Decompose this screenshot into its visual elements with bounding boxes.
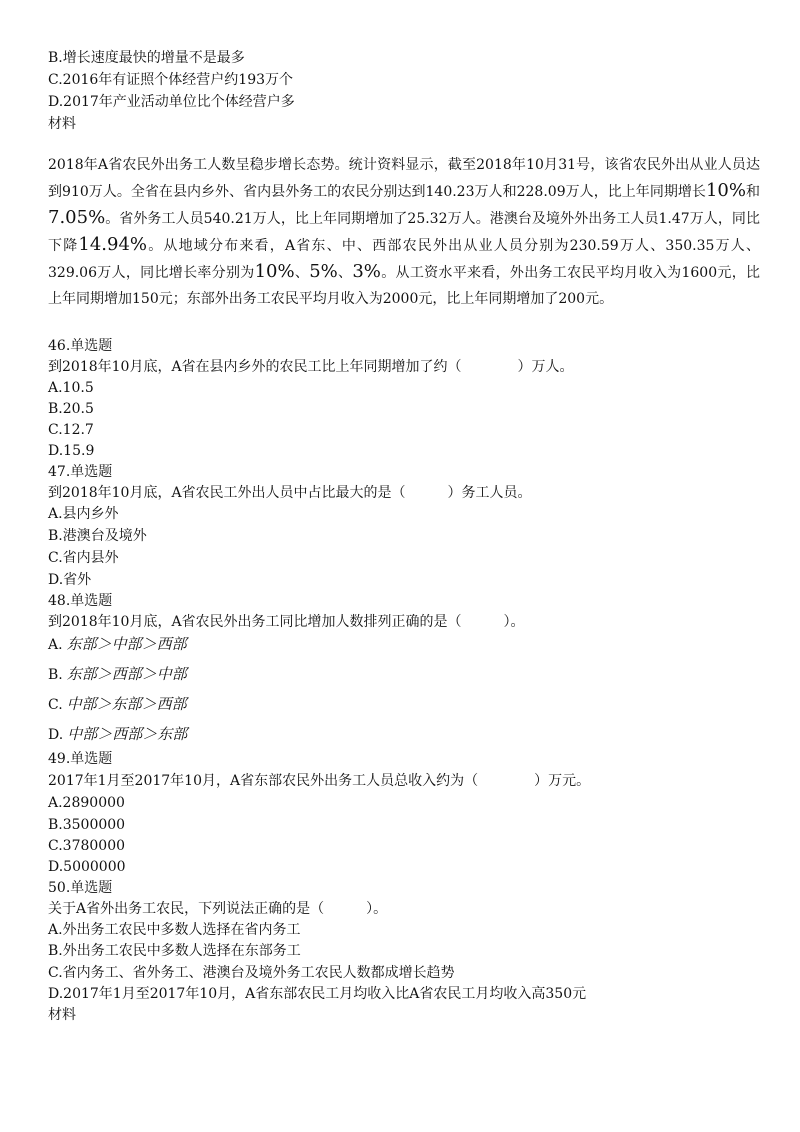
question-stem: 到2018年10月底，A省农民外出务工同比增加人数排列正确的是（ ）。 xyxy=(48,614,525,630)
material-text: 。从工资水平来看，外出务工农民平均月收入为1600元，比上年同期增加150元；东部外出务工农民平均月收入为2000元，比上年同期增加了200元。 xyxy=(48,265,760,307)
question-stem: 2017年1月至2017年10月，A省东部农民外出务工人员总收入约为（ ）万元。 xyxy=(48,773,591,789)
option-letter: C. xyxy=(48,697,63,713)
option-image-text: 中部＞东部＞西部 xyxy=(66,695,187,713)
material-text: 、 xyxy=(294,265,310,281)
option-letter: D. xyxy=(48,727,64,743)
material-label: 材料 xyxy=(48,1007,76,1023)
percent-image: 7.05% xyxy=(48,207,106,228)
answer-option[interactable]: D.2017年1月至2017年10月，A省东部农民工月均收入比A省农民工月均收入高350元 xyxy=(48,986,587,1002)
answer-option[interactable]: B.港澳台及境外 xyxy=(48,528,147,544)
option-line: C.2016年有证照个体经营户约193万个 xyxy=(48,72,294,88)
material-text: 。从地域分布来看，A省东、中、西部农民外出从业人员分别为230.59万人、350.35万人、329.06万人，同比增长率分别为 xyxy=(48,238,760,281)
material-text: 和 xyxy=(745,184,760,200)
answer-option[interactable] xyxy=(48,634,187,655)
option-image-text: 中部＞西部＞东部 xyxy=(67,725,188,743)
answer-option[interactable]: A.10.5 xyxy=(48,380,94,396)
question-header: 46.单选题 xyxy=(48,338,113,354)
answer-option[interactable]: C.省内务工、省外务工、港澳台及境外务工农民人数都成增长趋势 xyxy=(48,965,455,981)
answer-option[interactable] xyxy=(48,694,187,715)
option-line: D.2017年产业活动单位比个体经营户多 xyxy=(48,94,295,110)
answer-option[interactable]: A.2890000 xyxy=(48,795,125,811)
answer-option[interactable]: C.12.7 xyxy=(48,422,94,438)
question-header: 48.单选题 xyxy=(48,593,113,609)
answer-option[interactable]: D.5000000 xyxy=(48,859,126,875)
material-label: 材料 xyxy=(48,116,76,132)
option-line: B.增长速度最快的增量不是最多 xyxy=(48,50,245,66)
answer-option[interactable]: B.20.5 xyxy=(48,401,94,417)
answer-option[interactable] xyxy=(48,664,187,685)
question-header: 49.单选题 xyxy=(48,751,113,767)
option-image-text: 东部＞中部＞西部 xyxy=(66,635,187,653)
question-header: 50.单选题 xyxy=(48,880,113,896)
question-header: 47.单选题 xyxy=(48,464,113,480)
percent-image: 5% xyxy=(309,261,338,282)
answer-option[interactable]: D.省外 xyxy=(48,572,92,588)
option-letter: A. xyxy=(48,637,63,653)
answer-option[interactable]: A.县内乡外 xyxy=(48,506,119,522)
percent-image: 10% xyxy=(705,180,746,201)
answer-option[interactable] xyxy=(48,724,187,745)
material-paragraph xyxy=(48,152,760,312)
question-stem: 到2018年10月底，A省在县内乡外的农民工比上年同期增加了约（ ）万人。 xyxy=(48,359,574,375)
answer-option[interactable]: B.3500000 xyxy=(48,817,126,833)
question-stem: 关于A省外出务工农民，下列说法正确的是（ ）。 xyxy=(48,901,388,917)
material-text: 2018年A省农民外出务工人数呈稳步增长态势。统计资料显示，截至2018年10月31号，该省农民外出从业人员达到910万人。全省在县内乡外、省内县外务工的农民分别达到140.23万人和228.09万人，比上年同期增长 xyxy=(48,157,760,200)
answer-option[interactable]: C.3780000 xyxy=(48,838,126,854)
option-letter: B. xyxy=(48,667,63,683)
percent-image: 10% xyxy=(254,261,295,282)
percent-image: 14.94% xyxy=(78,234,148,255)
option-image-text: 东部＞西部＞中部 xyxy=(66,665,187,683)
answer-option[interactable]: A.外出务工农民中多数人选择在省内务工 xyxy=(48,922,301,938)
material-text: 。省外务工人员540.21万人，比上年同期增加了25.32万人。港澳台及境外外出务工人员1.47万人，同比下降 xyxy=(48,211,760,254)
answer-option[interactable]: B.外出务工农民中多数人选择在东部务工 xyxy=(48,943,301,959)
percent-image: 3% xyxy=(352,261,381,282)
answer-option[interactable]: C.省内县外 xyxy=(48,550,119,566)
answer-option[interactable]: D.15.9 xyxy=(48,443,95,459)
question-stem: 到2018年10月底，A省农民工外出人员中占比最大的是（ ）务工人员。 xyxy=(48,485,532,501)
material-text: 、 xyxy=(337,265,353,281)
